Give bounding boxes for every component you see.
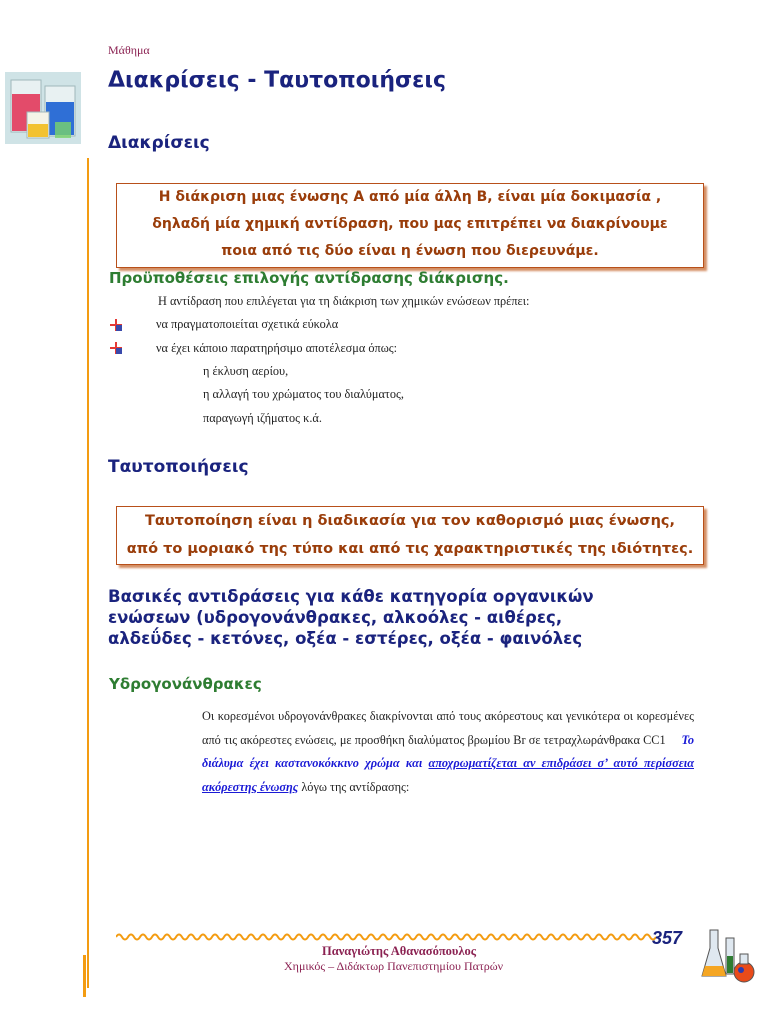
reactions-title [108,586,594,649]
definition-box-identification [116,506,704,565]
definition-line: Η διάκριση μιας ένωσης Α από μία άλλη Β, είναι μία δοκιμασία , [158,189,662,205]
section-heading-discrimination: Διακρίσεις [108,133,210,153]
author-affiliation: Χημικός – Διδάκτωρ Πανεπιστημίου Πατρών [284,959,504,973]
beakers-icon [5,72,81,144]
lesson-label: Μάθημα [108,43,150,57]
author-name: Παναγιώτης Αθανασόπουλος [322,944,477,958]
reactions-title-line: ενώσεων (υδρογονάνθρακες, αλκοόλες - αιθέρες, [108,608,563,627]
section-heading-identification: Ταυτοποιήσεις [108,457,249,477]
list-item: να έχει κάποιο παρατηρήσιμο αποτέλεσμα όπως: [156,341,398,355]
definition-line: από το μοριακό της τύπο και από τις χαρακτηριστικές της ιδιότητες. [126,541,694,557]
example-item: η αλλαγή του χρώματος του διαλύματος, [203,387,404,401]
paragraph-emphasis-underlined: αποχρωματίζεται αν επιδράσει σ’ αυτό περίσσεια ακόρεστης ένωσης [202,756,694,794]
definition-line: δηλαδή μία χημική αντίδραση, που μας επιτρέπει να διακρίνουμε [152,216,668,232]
example-item: η έκλυση αερίου, [203,364,289,378]
left-rule [87,158,89,988]
prerequisites-intro: Η αντίδραση που επιλέγεται για τη διάκριση των χημικών ενώσεων πρέπει: [158,294,530,308]
hydrocarbons-paragraph [202,705,694,799]
definition-line: Ταυτοποίηση είναι η διαδικασία για τον καθορισμό μιας ένωσης, [144,513,675,529]
reactions-title-line: Βασικές αντιδράσεις για κάθε κατηγορία οργανικών [108,587,594,606]
paragraph-text: λόγω της αντίδρασης: [298,779,410,794]
definition-box-discrimination [116,183,704,268]
bottom-rule [83,955,86,997]
prerequisites-heading: Προϋποθέσεις επιλογής αντίδρασης διάκρισης. [109,269,509,287]
list-item: να πραγματοποιείται σχετικά εύκολα [156,317,339,331]
reactions-title-line: αλδεΰδες - κετόνες, οξέα - εστέρες, οξέα - φαινόλες [108,629,583,648]
hydrocarbons-heading: Υδρογονάνθρακες [109,675,262,693]
definition-line: ποια από τις δύο είναι η ένωση που διερευνάμε. [221,243,599,259]
paragraph-text: Οι κορεσμένοι υδρογονάνθρακες διακρίνονται από τους ακόρεστους και γενικότερα οι κορεσμένες από τις ακόρεστες ενώσεις, με προσθήκη διαλύματος βρωμίου Br σε τετραχλωράνθρακα CC1 [202,709,694,747]
bullet-icon [110,342,122,354]
flasks-icon [700,928,756,984]
wave-divider [116,930,656,944]
page-number: 357 [652,928,683,948]
page-title: Διακρίσεις - Ταυτοποιήσεις [108,68,446,93]
paragraph-emphasis: Το διάλυμα έχει καστανοκόκκινο χρώμα και [202,732,694,770]
bullet-icon [110,319,122,331]
example-item: παραγωγή ιζήματος κ.ά. [203,411,322,425]
